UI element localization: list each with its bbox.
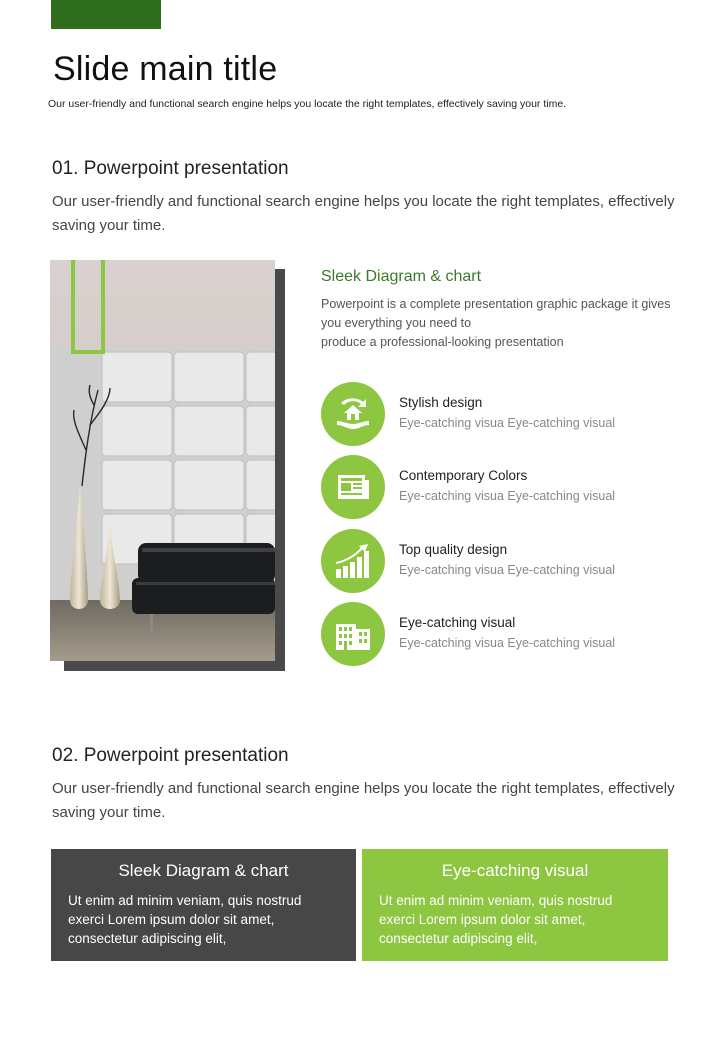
building-icon	[333, 614, 373, 654]
card-body-line: exerci Lorem ipsum dolor sit amet,	[68, 912, 275, 927]
feature-description: Eye-catching visua Eye-catching visual	[399, 489, 616, 503]
section2-body: Our user-friendly and functional search engine helps you locate the right templates, effectively saving your time.	[52, 780, 675, 821]
feature-icon-circle	[321, 602, 385, 666]
panel-description-line: produce a professional-looking presentation	[321, 335, 564, 349]
interior-photo	[50, 260, 275, 661]
feature-item	[321, 382, 691, 446]
card-title: Eye-catching visual	[441, 861, 589, 880]
panel-description-line: Powerpoint is a complete presentation graphic package it gives	[321, 297, 671, 311]
card-body-line: consectetur adipiscing elit,	[379, 931, 538, 946]
page-subtitle: Our user-friendly and functional search engine helps you locate the right templates, effectively saving your time.	[48, 98, 567, 110]
info-card-green	[362, 849, 668, 961]
card-body-line: Ut enim ad minim veniam, quis nostrud	[68, 893, 302, 908]
panel-title: Sleek Diagram & chart	[321, 268, 482, 285]
feature-description: Eye-catching visua Eye-catching visual	[399, 636, 616, 650]
section1-title: 01. Powerpoint presentation	[52, 158, 289, 179]
feature-icon-circle	[321, 382, 385, 446]
section1-body: Our user-friendly and functional search engine helps you locate the right templates, effectively saving your time.	[52, 193, 675, 234]
card-body-line: Ut enim ad minim veniam, quis nostrud	[379, 893, 613, 908]
feature-icon-circle	[321, 455, 385, 519]
feature-title: Contemporary Colors	[399, 468, 528, 483]
house-hands-icon	[333, 394, 373, 434]
feature-description: Eye-catching visua Eye-catching visual	[399, 563, 616, 577]
feature-description: Eye-catching visua Eye-catching visual	[399, 416, 616, 430]
page-title: Slide main title	[53, 50, 278, 88]
section2-title: 02. Powerpoint presentation	[52, 745, 289, 766]
feature-title: Stylish design	[399, 395, 483, 410]
card-body-line: exerci Lorem ipsum dolor sit amet,	[379, 912, 586, 927]
card-body	[379, 891, 612, 948]
feature-title: Eye-catching visual	[399, 615, 516, 630]
panel-description	[321, 295, 691, 352]
card-body-line: consectetur adipiscing elit,	[68, 931, 227, 946]
feature-item	[321, 602, 691, 666]
info-card-dark	[51, 849, 356, 961]
panel-description-line: you everything you need to	[321, 316, 472, 330]
newspaper-icon	[333, 467, 373, 507]
growth-chart-icon	[333, 541, 373, 581]
feature-icon-circle	[321, 529, 385, 593]
feature-item	[321, 455, 691, 519]
header-accent-bar	[51, 0, 161, 29]
feature-item	[321, 529, 691, 593]
card-title: Sleek Diagram & chart	[118, 861, 289, 880]
feature-title: Top quality design	[399, 542, 508, 557]
card-body	[68, 891, 301, 948]
